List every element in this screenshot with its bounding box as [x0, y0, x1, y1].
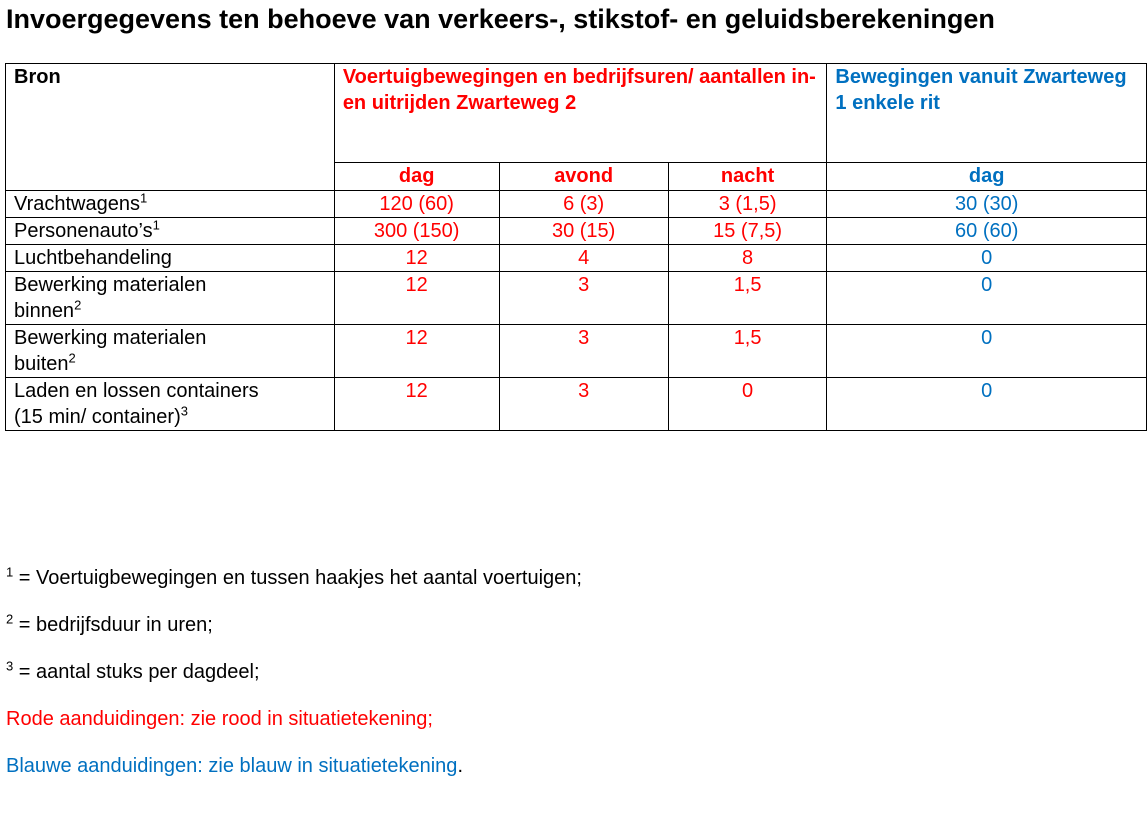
- footnote-text: = Voertuigbewegingen en tussen haakjes het aantal voertuigen;: [13, 567, 582, 589]
- row-label-text: Personenauto’s: [14, 220, 153, 242]
- cell-blue-dag: 0: [827, 325, 1147, 378]
- table-header-row: [6, 64, 1147, 163]
- row-label-line2: (15 min/ container): [14, 406, 181, 428]
- row-label: [6, 378, 335, 431]
- subheader-avond: avond: [499, 163, 668, 191]
- row-label-line1: Laden en lossen containers: [14, 380, 259, 402]
- footnote-marker: 1: [140, 190, 148, 206]
- footnote-1: [6, 565, 582, 592]
- blue-legend-text: Blauwe aanduidingen: zie blauw in situatietekening: [6, 755, 458, 777]
- cell-dag: 300 (150): [334, 218, 499, 245]
- subheader-dag-blue: dag: [827, 163, 1147, 191]
- row-label-line1: Bewerking materialen: [14, 327, 207, 349]
- cell-dag: 12: [334, 378, 499, 431]
- cell-avond: 4: [499, 245, 668, 272]
- row-label-line2: binnen: [14, 300, 75, 322]
- header-bron: Bron: [6, 64, 335, 191]
- table-row: [6, 325, 1147, 378]
- cell-avond: 3: [499, 378, 668, 431]
- table-row: [6, 378, 1147, 431]
- row-label: [6, 191, 335, 218]
- subheader-nacht: nacht: [668, 163, 827, 191]
- cell-dag: 12: [334, 325, 499, 378]
- table-row: [6, 245, 1147, 272]
- footnote-marker: 3: [6, 658, 14, 674]
- page-title: Invoergegevens ten behoeve van verkeers-, stikstof- en geluidsberekeningen: [6, 4, 995, 34]
- cell-nacht: 0: [668, 378, 827, 431]
- cell-avond: 3: [499, 272, 668, 325]
- footnote-2: [6, 612, 582, 639]
- cell-nacht: 1,5: [668, 325, 827, 378]
- cell-avond: 6 (3): [499, 191, 668, 218]
- footnote-3: [6, 659, 582, 686]
- footnote-marker: 2: [68, 350, 76, 366]
- table-row: [6, 218, 1147, 245]
- row-label: [6, 325, 335, 378]
- blue-legend-note: [6, 753, 582, 780]
- cell-dag: 120 (60): [334, 191, 499, 218]
- table-row: [6, 191, 1147, 218]
- row-label: [6, 272, 335, 325]
- cell-blue-dag: 0: [827, 378, 1147, 431]
- footnote-marker: 1: [152, 217, 160, 233]
- footnotes: [6, 565, 582, 800]
- footnote-marker: 2: [74, 297, 82, 313]
- header-group-red: Voertuigbewegingen en bedrijfsuren/ aantallen in- en uitrijden Zwarteweg 2: [334, 64, 827, 163]
- row-label: [6, 218, 335, 245]
- cell-blue-dag: 60 (60): [827, 218, 1147, 245]
- header-group-blue: Bewegingen vanuit Zwarteweg 1 enkele rit: [827, 64, 1147, 163]
- cell-dag: 12: [334, 245, 499, 272]
- table-row: [6, 272, 1147, 325]
- cell-nacht: 1,5: [668, 272, 827, 325]
- footnote-marker: 1: [6, 564, 14, 580]
- cell-blue-dag: 0: [827, 272, 1147, 325]
- cell-dag: 12: [334, 272, 499, 325]
- input-data-table: [5, 63, 1147, 431]
- subheader-dag: dag: [334, 163, 499, 191]
- cell-nacht: 8: [668, 245, 827, 272]
- row-label: [6, 245, 335, 272]
- footnote-text: = aantal stuks per dagdeel;: [13, 661, 260, 683]
- cell-avond: 30 (15): [499, 218, 668, 245]
- row-label-line2: buiten: [14, 353, 69, 375]
- cell-blue-dag: 0: [827, 245, 1147, 272]
- cell-nacht: 15 (7,5): [668, 218, 827, 245]
- footnote-text: = bedrijfsduur in uren;: [13, 614, 213, 636]
- cell-blue-dag: 30 (30): [827, 191, 1147, 218]
- cell-nacht: 3 (1,5): [668, 191, 827, 218]
- red-legend-note: Rode aanduidingen: zie rood in situatietekening;: [6, 708, 433, 730]
- row-label-line1: Bewerking materialen: [14, 274, 207, 296]
- row-label-text: Luchtbehandeling: [14, 247, 172, 269]
- footnote-marker: 2: [6, 611, 14, 627]
- footnote-marker: 3: [180, 403, 188, 419]
- row-label-text: Vrachtwagens: [14, 193, 140, 215]
- cell-avond: 3: [499, 325, 668, 378]
- blue-legend-period: .: [457, 755, 463, 777]
